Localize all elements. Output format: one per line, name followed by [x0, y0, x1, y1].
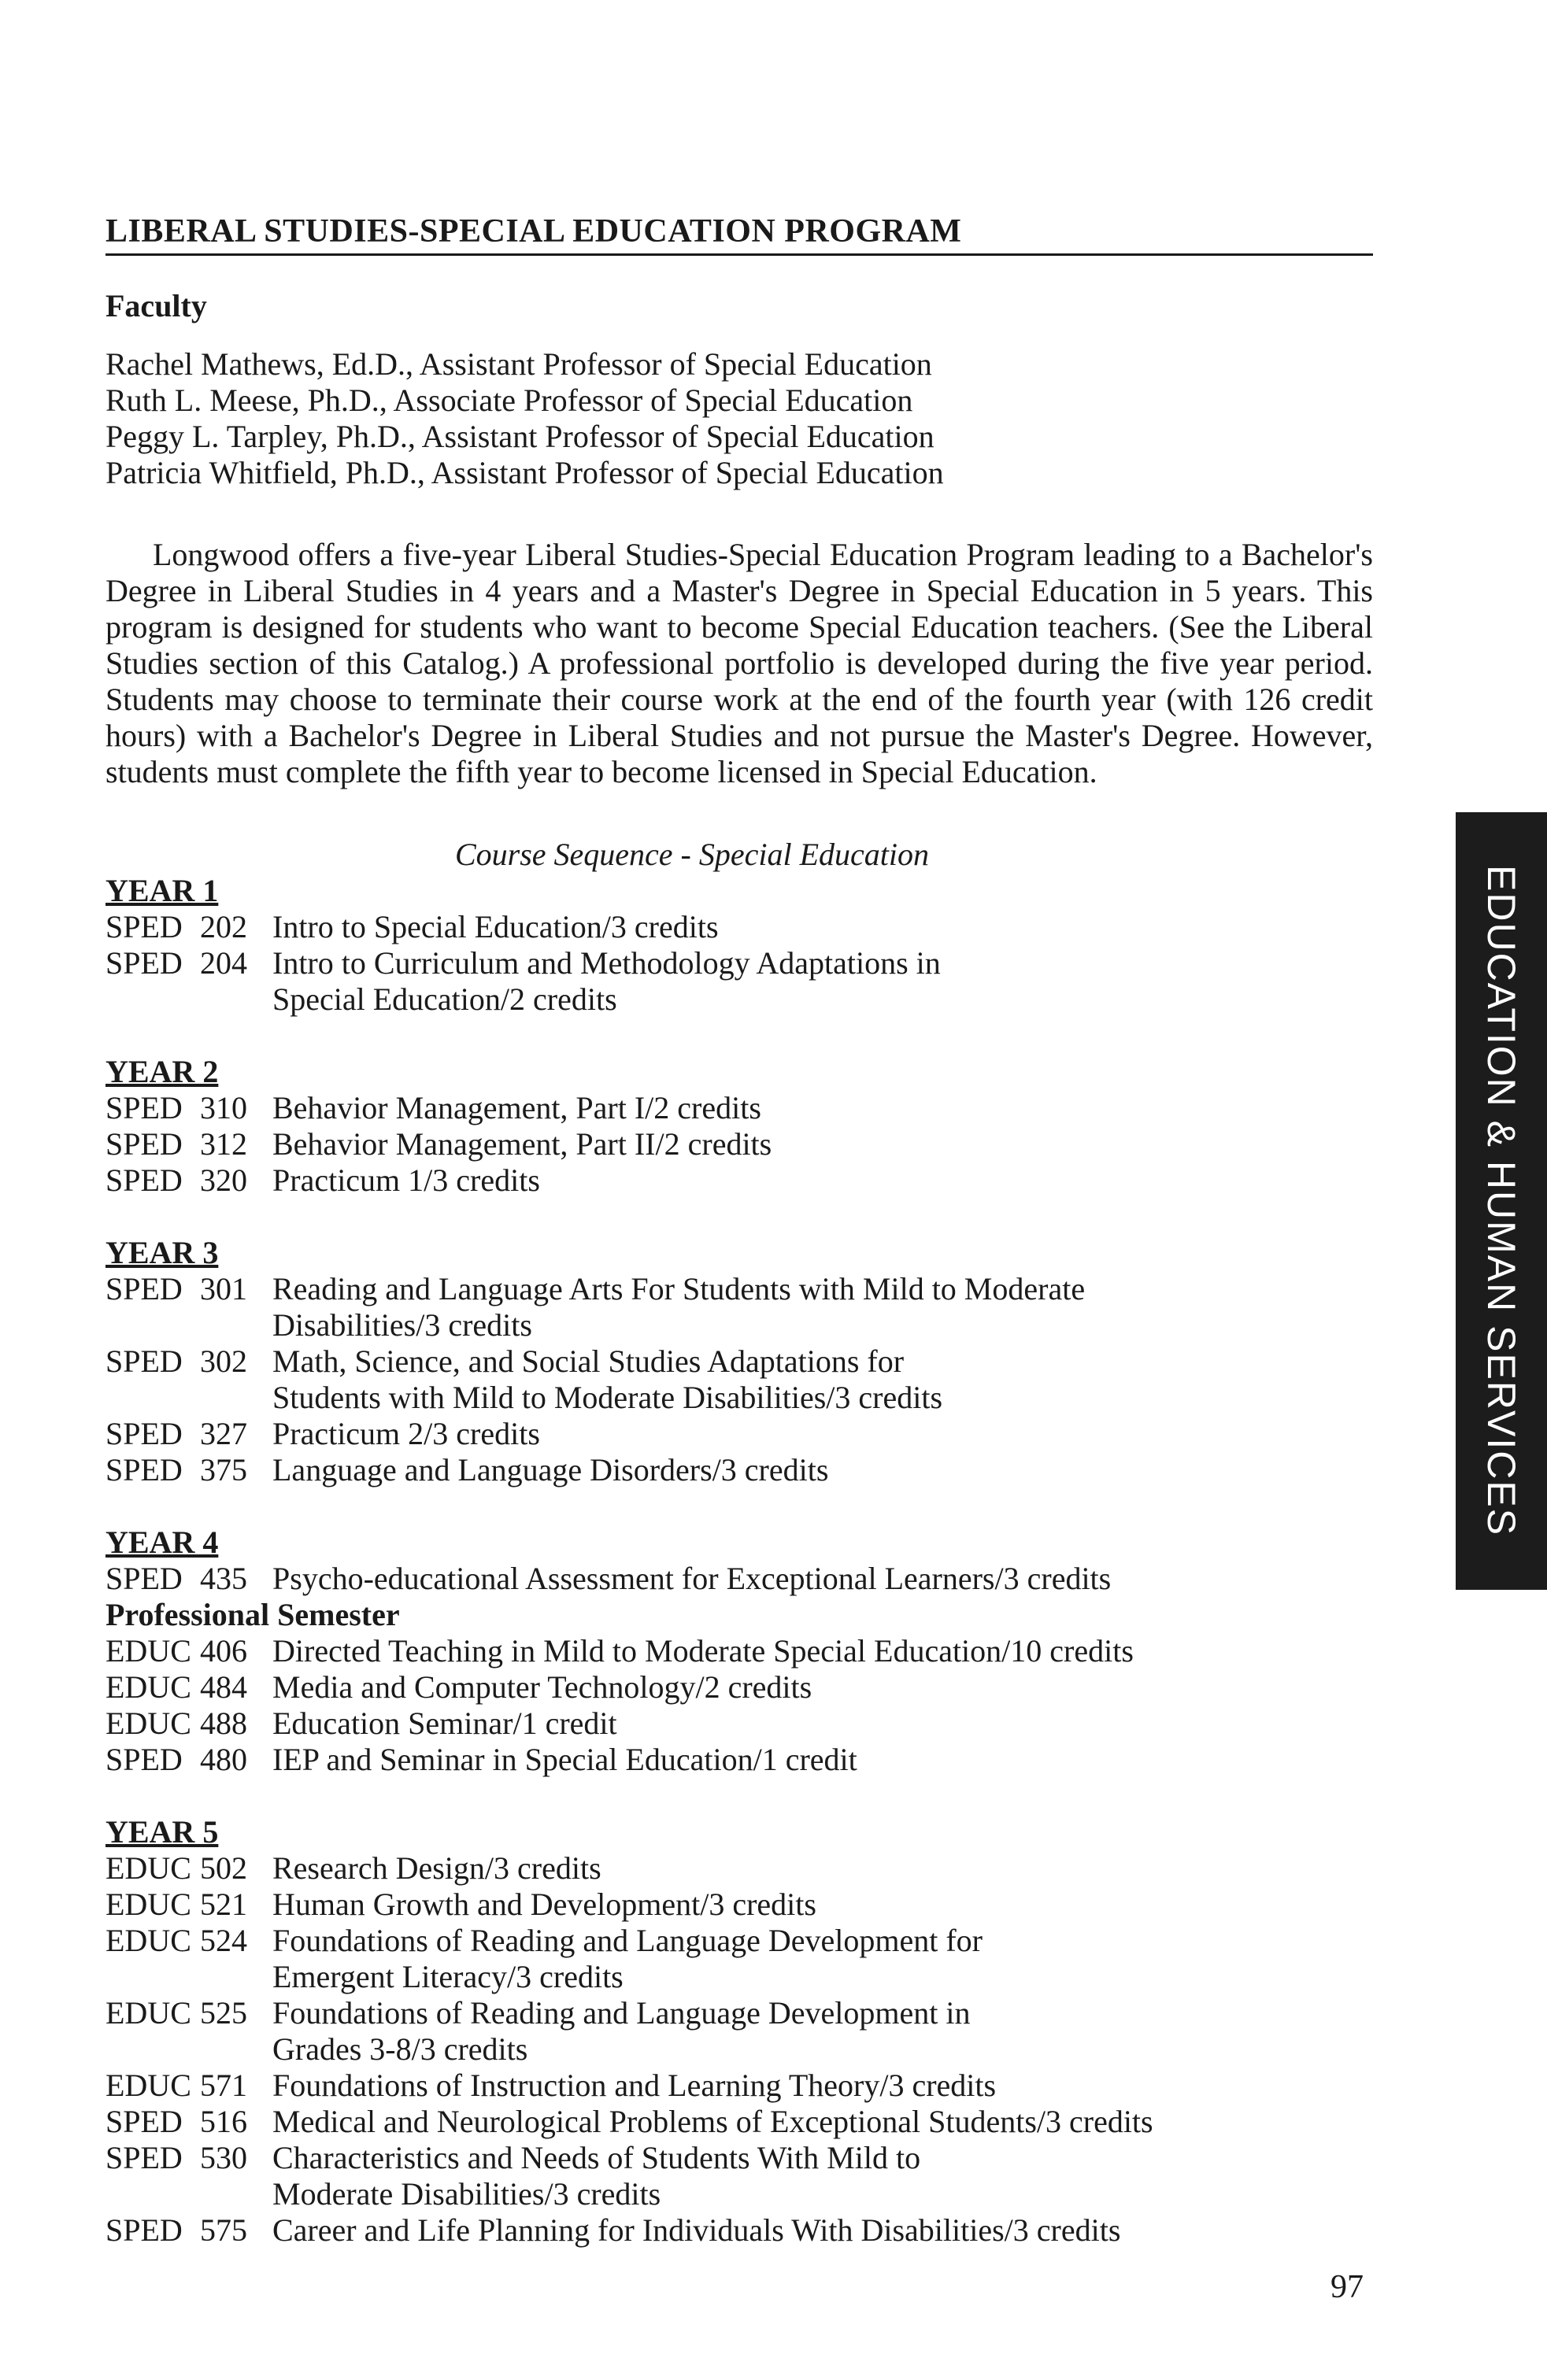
- year-heading: YEAR 5: [105, 1814, 219, 1850]
- course-title: Psycho-educational Assessment for Exceptional Learners/3 credits: [272, 1561, 1112, 1596]
- course-number: 575: [200, 2212, 247, 2248]
- course-number: 204: [200, 945, 247, 981]
- year-5-section: [105, 1814, 1373, 2249]
- course-number: 484: [200, 1669, 247, 1705]
- course-number: 435: [200, 1561, 247, 1596]
- year-heading: YEAR 2: [105, 1054, 219, 1089]
- course-title: Practicum 2/3 credits: [272, 1416, 540, 1451]
- professional-semester-heading: Professional Semester: [105, 1597, 400, 1632]
- course-dept: EDUC: [105, 1706, 191, 1741]
- course-number: 521: [200, 1887, 247, 1922]
- faculty-member: Peggy L. Tarpley, Ph.D., Assistant Professor of Special Education: [105, 419, 934, 454]
- course-dept: SPED: [105, 1162, 183, 1198]
- course-title: Behavior Management, Part I/2 credits: [272, 1090, 761, 1125]
- faculty-heading: Faculty: [105, 288, 207, 323]
- course-dept: EDUC: [105, 2068, 191, 2103]
- year-2-section: [105, 1054, 1373, 1199]
- course-title: Education Seminar/1 credit: [272, 1706, 617, 1741]
- course-title: Medical and Neurological Problems of Exceptional Students/3 credits: [272, 2104, 1153, 2139]
- course-number: 525: [200, 1995, 247, 2031]
- course-number: 302: [200, 1343, 247, 1379]
- page-number: 97: [1330, 2269, 1364, 2305]
- course-number: 530: [200, 2140, 247, 2175]
- course-dept: SPED: [105, 2104, 183, 2139]
- course-row: [105, 1923, 1373, 1995]
- course-title: Behavior Management, Part II/2 credits: [272, 1126, 772, 1162]
- section-side-tab: [1456, 812, 1547, 1590]
- course-dept: SPED: [105, 1561, 183, 1596]
- course-title: Media and Computer Technology/2 credits: [272, 1669, 812, 1705]
- course-title: Research Design/3 credits: [272, 1850, 601, 1886]
- course-number: 327: [200, 1416, 247, 1451]
- course-dept: SPED: [105, 909, 183, 944]
- course-row: [105, 909, 1373, 945]
- course-row: [105, 1561, 1373, 1597]
- course-title: Reading and Language Arts For Students with Mild to Moderate Disabilities/3 credits: [272, 1271, 1086, 1343]
- course-number: 301: [200, 1271, 247, 1306]
- course-dept: SPED: [105, 1452, 183, 1488]
- course-title: Foundations of Reading and Language Development for Emergent Literacy/3 credits: [272, 1923, 983, 1994]
- course-row: [105, 1633, 1373, 1669]
- course-number: 480: [200, 1742, 247, 1777]
- course-number: 524: [200, 1923, 247, 1958]
- course-dept: SPED: [105, 1090, 183, 1125]
- course-dept: EDUC: [105, 1923, 191, 1958]
- course-dept: EDUC: [105, 1633, 191, 1669]
- catalog-page: [105, 213, 1373, 2249]
- course-title: Practicum 1/3 credits: [272, 1162, 540, 1198]
- course-title: Foundations of Reading and Language Development in Grades 3-8/3 credits: [272, 1995, 971, 2067]
- course-sequence-title: Course Sequence - Special Education: [454, 837, 930, 872]
- year-heading: YEAR 1: [105, 873, 219, 908]
- course-number: 571: [200, 2068, 247, 2103]
- course-row: [105, 1742, 1373, 1778]
- faculty-member: Rachel Mathews, Ed.D., Assistant Professor of Special Education: [105, 346, 932, 382]
- course-number: 502: [200, 1850, 247, 1886]
- course-number: 320: [200, 1162, 247, 1198]
- course-title: Math, Science, and Social Studies Adaptations for Students with Mild to Moderate Disabilities/3 credits: [272, 1343, 943, 1415]
- course-row: [105, 1669, 1373, 1706]
- year-heading: YEAR 4: [105, 1524, 219, 1560]
- course-row: [105, 1452, 1373, 1488]
- course-number: 202: [200, 909, 247, 944]
- course-row: [105, 1995, 1373, 2068]
- course-row: [105, 1850, 1373, 1887]
- course-number: 488: [200, 1706, 247, 1741]
- course-dept: SPED: [105, 1742, 183, 1777]
- course-row: [105, 2140, 1373, 2212]
- faculty-list: [105, 346, 1373, 491]
- course-title: Foundations of Instruction and Learning Theory/3 credits: [272, 2068, 997, 2103]
- faculty-member: Ruth L. Meese, Ph.D., Associate Professor of Special Education: [105, 382, 913, 418]
- course-row: [105, 1416, 1373, 1452]
- course-dept: EDUC: [105, 1887, 191, 1922]
- course-row: [105, 1271, 1373, 1343]
- program-description-text: Longwood offers a five-year Liberal Studies-Special Education Program leading to a Bachelor's Degree in Liberal Studies in 4 years and a Master's Degree in Special Education in 5 years. This program is designed for students who want to become Special Education teachers. (See the Liberal Studies section of this Catalog.) A professional portfolio is developed during the five year period. Students may choose to terminate their course work at the end of the fourth year (with 126 credit hours) with a Bachelor's Degree in Liberal Studies and not pursue the Master's Degree. However, students must complete the fifth year to become licensed in Special Education.: [105, 537, 1373, 789]
- course-dept: SPED: [105, 1271, 183, 1306]
- course-title: Language and Language Disorders/3 credits: [272, 1452, 829, 1488]
- course-title: Human Growth and Development/3 credits: [272, 1887, 816, 1922]
- course-title: Characteristics and Needs of Students With Mild to Moderate Disabilities/3 credits: [272, 2140, 921, 2212]
- course-title: Directed Teaching in Mild to Moderate Special Education/10 credits: [272, 1633, 1134, 1669]
- course-title: Intro to Curriculum and Methodology Adaptations in Special Education/2 credits: [272, 945, 941, 1017]
- course-row: [105, 1126, 1373, 1162]
- course-dept: SPED: [105, 945, 183, 981]
- course-dept: EDUC: [105, 1669, 191, 1705]
- course-number: 516: [200, 2104, 247, 2139]
- course-row: [105, 2104, 1373, 2140]
- course-dept: EDUC: [105, 1850, 191, 1886]
- course-dept: SPED: [105, 1126, 183, 1162]
- course-dept: SPED: [105, 2212, 183, 2248]
- program-description: [105, 537, 1373, 790]
- course-row: [105, 2068, 1373, 2104]
- course-row: [105, 2212, 1373, 2249]
- year-3-section: [105, 1235, 1373, 1488]
- course-dept: SPED: [105, 2140, 183, 2175]
- course-dept: EDUC: [105, 1995, 191, 2031]
- course-number: 406: [200, 1633, 247, 1669]
- year-1-section: [105, 873, 1373, 1018]
- course-row: [105, 945, 1373, 1018]
- year-4-section: [105, 1524, 1373, 1778]
- course-number: 310: [200, 1090, 247, 1125]
- course-row: [105, 1343, 1373, 1416]
- course-number: 312: [200, 1126, 247, 1162]
- course-row: [105, 1887, 1373, 1923]
- course-number: 375: [200, 1452, 247, 1488]
- year-heading: YEAR 3: [105, 1235, 219, 1270]
- program-title: LIBERAL STUDIES-SPECIAL EDUCATION PROGRAM: [105, 213, 1373, 256]
- side-tab-label: EDUCATION & HUMAN SERVICES: [1479, 865, 1523, 1537]
- course-dept: SPED: [105, 1416, 183, 1451]
- course-title: Career and Life Planning for Individuals With Disabilities/3 credits: [272, 2212, 1121, 2248]
- course-title: IEP and Seminar in Special Education/1 credit: [272, 1742, 857, 1777]
- course-title: Intro to Special Education/3 credits: [272, 909, 719, 944]
- course-dept: SPED: [105, 1343, 183, 1379]
- course-row: [105, 1706, 1373, 1742]
- faculty-member: Patricia Whitfield, Ph.D., Assistant Professor of Special Education: [105, 455, 944, 490]
- course-row: [105, 1090, 1373, 1126]
- course-row: [105, 1162, 1373, 1199]
